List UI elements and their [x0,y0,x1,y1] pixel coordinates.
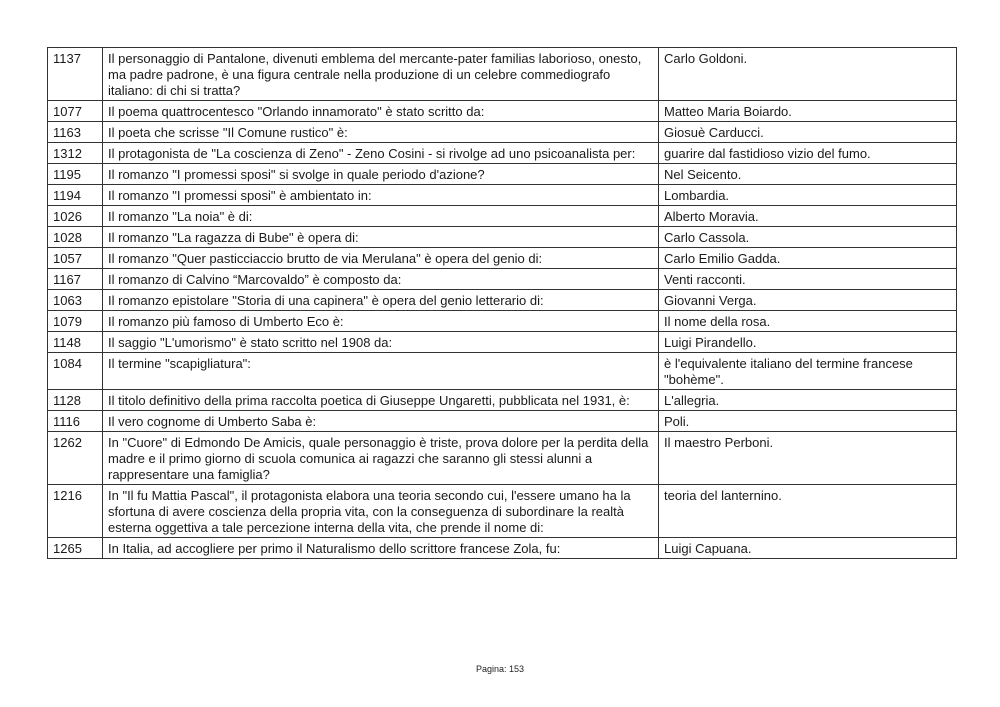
table-row [48,164,957,185]
question-number-cell: 1312 [48,143,103,164]
question-number-cell: 1137 [48,48,103,101]
answer-cell: Poli. [659,411,957,432]
answer-cell: Il nome della rosa. [659,311,957,332]
question-number-cell: 1265 [48,538,103,559]
table-row [48,48,957,101]
question-number-cell: 1026 [48,206,103,227]
question-cell: Il romanzo di Calvino “Marcovaldo” è composto da: [103,269,659,290]
page-number: Pagina: 153 [475,664,525,674]
question-cell: In "Cuore" di Edmondo De Amicis, quale personaggio è triste, prova dolore per la perdita della madre e il primo giorno di scuola comunica ai ragazzi che saranno gli stessi alunni a rappresentare una famiglia? [103,432,659,485]
question-cell: Il romanzo "La ragazza di Bube" è opera di: [103,227,659,248]
answer-cell: Nel Seicento. [659,164,957,185]
table-row [48,411,957,432]
table-row [48,432,957,485]
question-cell: Il poeta che scrisse "Il Comune rustico" è: [103,122,659,143]
table-row [48,185,957,206]
question-cell: Il vero cognome di Umberto Saba è: [103,411,659,432]
question-cell: Il titolo definitivo della prima raccolta poetica di Giuseppe Ungaretti, pubblicata nel 1931, è: [103,390,659,411]
answer-cell: L'allegria. [659,390,957,411]
question-number-cell: 1057 [48,248,103,269]
question-number-cell: 1163 [48,122,103,143]
question-number-cell: 1128 [48,390,103,411]
question-number-cell: 1084 [48,353,103,390]
answer-cell: teoria del lanternino. [659,485,957,538]
answer-cell: è l'equivalente italiano del termine francese "bohème". [659,353,957,390]
question-number-cell: 1194 [48,185,103,206]
answer-cell: Luigi Pirandello. [659,332,957,353]
table-row [48,390,957,411]
table-row [48,269,957,290]
table-row [48,353,957,390]
question-number-cell: 1262 [48,432,103,485]
question-number-cell: 1148 [48,332,103,353]
question-cell: Il poema quattrocentesco "Orlando innamorato" è stato scritto da: [103,101,659,122]
question-number-cell: 1195 [48,164,103,185]
question-number-cell: 1077 [48,101,103,122]
question-cell: Il romanzo più famoso di Umberto Eco è: [103,311,659,332]
question-number-cell: 1116 [48,411,103,432]
table-row [48,290,957,311]
question-number-cell: 1028 [48,227,103,248]
answer-cell: guarire dal fastidioso vizio del fumo. [659,143,957,164]
questions-table-body [48,48,957,559]
answer-cell: Alberto Moravia. [659,206,957,227]
question-cell: Il romanzo "La noia" è di: [103,206,659,227]
answer-cell: Carlo Goldoni. [659,48,957,101]
answer-cell: Matteo Maria Boiardo. [659,101,957,122]
table-row [48,101,957,122]
question-number-cell: 1079 [48,311,103,332]
question-cell: In Italia, ad accogliere per primo il Naturalismo dello scrittore francese Zola, fu: [103,538,659,559]
question-cell: Il romanzo "Quer pasticciaccio brutto de via Merulana" è opera del genio di: [103,248,659,269]
answer-cell: Luigi Capuana. [659,538,957,559]
question-cell: In "Il fu Mattia Pascal", il protagonista elabora una teoria secondo cui, l'essere umano ha la sfortuna di avere coscienza della propria vita, con la conseguenza di subordinare la realtà esterna oggettiva a tale percezione interna della vita, che prende il nome di: [103,485,659,538]
answer-cell: Giosuè Carducci. [659,122,957,143]
table-row [48,143,957,164]
question-number-cell: 1216 [48,485,103,538]
table-row [48,122,957,143]
answer-cell: Carlo Cassola. [659,227,957,248]
answer-cell: Il maestro Perboni. [659,432,957,485]
question-cell: Il romanzo epistolare "Storia di una capinera" è opera del genio letterario di: [103,290,659,311]
question-cell: Il protagonista de "La coscienza di Zeno" - Zeno Cosini - si rivolge ad uno psicoanalista per: [103,143,659,164]
question-cell: Il termine "scapigliatura": [103,353,659,390]
question-number-cell: 1167 [48,269,103,290]
table-row [48,332,957,353]
answer-cell: Carlo Emilio Gadda. [659,248,957,269]
table-row [48,248,957,269]
table-row [48,485,957,538]
question-cell: Il romanzo "I promessi sposi" si svolge in quale periodo d'azione? [103,164,659,185]
table-row [48,311,957,332]
answer-cell: Venti racconti. [659,269,957,290]
table-row [48,206,957,227]
questions-table [47,47,957,559]
table-row [48,227,957,248]
question-number-cell: 1063 [48,290,103,311]
answer-cell: Giovanni Verga. [659,290,957,311]
question-cell: Il saggio "L'umorismo" è stato scritto nel 1908 da: [103,332,659,353]
table-row [48,538,957,559]
answer-cell: Lombardia. [659,185,957,206]
question-cell: Il romanzo "I promessi sposi" è ambientato in: [103,185,659,206]
question-cell: Il personaggio di Pantalone, divenuti emblema del mercante-pater familias laborioso, onesto, ma padre padrone, è una figura centrale nella produzione di un celebre commediografo italiano: di chi si tratta? [103,48,659,101]
